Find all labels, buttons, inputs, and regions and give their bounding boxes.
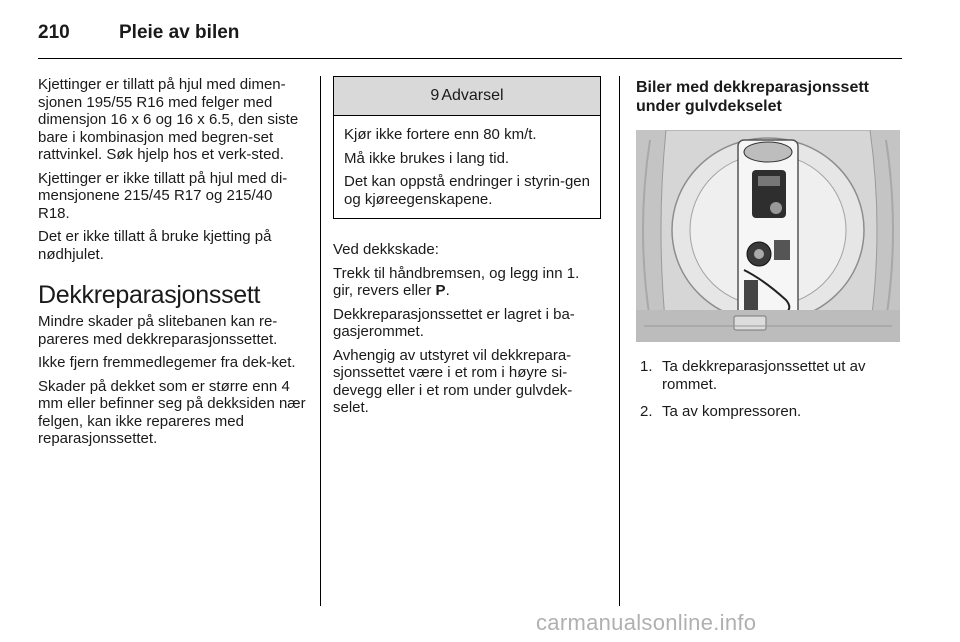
paragraph: Kjettinger er ikke tillatt på hjul med di-mensjonene 215/45 R17 og 215/40 R18.	[38, 169, 288, 222]
warning-body	[334, 116, 600, 218]
paragraph: Avhengig av utstyret vil dekkrepara-sjonssettet være i et rom i høyre si-devegg eller i et rom under gulvdek-selet.	[333, 346, 573, 416]
step-text: Ta dekkreparasjonssettet ut av rommet.	[662, 358, 866, 393]
step-number: 2.	[640, 403, 653, 420]
watermark: carmanualsonline.info	[536, 610, 757, 635]
warning-line: Det kan oppstå endringer i styrin-gen og kjøreegenskapene.	[344, 173, 590, 208]
column-right	[636, 78, 902, 431]
column-divider	[619, 76, 620, 606]
paragraph: Skader på dekket som er større enn 4 mm eller befinner seg på dekksiden nær felgen, kan ikke repareres med reparasjonssettet.	[38, 377, 306, 447]
page-number: 210	[38, 22, 70, 43]
paragraph: Kjettinger er tillatt på hjul med dimen-sjonen 195/55 R16 med felger med dimensjon 16 x 6 og 16 x 6.5, den siste bare i kombinasjon med begren-set rattvinkel. Søk hjelp hos et verk-sted.	[38, 76, 299, 163]
paragraph	[333, 265, 603, 300]
paragraph: Ikke fjern fremmedlegemer fra dek-ket.	[38, 354, 296, 371]
step-text: Ta av kompressoren.	[662, 403, 802, 420]
column-divider	[320, 76, 321, 606]
header-divider	[38, 58, 902, 59]
list-item	[636, 358, 902, 393]
warning-header	[334, 77, 600, 116]
page-header	[38, 18, 902, 50]
step-number: 1.	[640, 358, 653, 375]
steps-list	[636, 358, 902, 421]
subheading: Biler med dekkreparasjonssett under gulvdekselet	[636, 79, 869, 115]
column-left	[38, 76, 306, 454]
warning-title: Advarsel	[441, 87, 504, 105]
text-run: .	[445, 282, 450, 299]
warning-line: Kjør ikke fortere enn 80 km/t.	[344, 126, 537, 143]
warning-box	[333, 76, 601, 219]
paragraph: Det er ikke tillatt å bruke kjetting på nødhjulet.	[38, 228, 272, 263]
list-item	[636, 403, 902, 421]
warning-line: Må ikke brukes i lang tid.	[344, 149, 510, 167]
gear-label-bold: P	[435, 282, 446, 299]
paragraph: Dekkreparasjonssettet er lagret i ba-gasjerommet.	[333, 305, 575, 340]
column-middle	[333, 76, 603, 423]
warning-icon: 9	[430, 87, 440, 105]
text-run: Trekk til håndbremsen, og legg inn 1. gir, revers eller	[333, 264, 580, 299]
paragraph: Mindre skader på slitebanen kan re-pareres med dekkreparasjonssettet.	[38, 313, 278, 348]
page-title: Pleie av bilen	[119, 22, 240, 43]
paragraph: Ved dekkskade:	[333, 241, 439, 258]
section-heading: Dekkreparasjonssett	[38, 281, 261, 309]
tire-repair-kit-illustration	[636, 130, 900, 342]
